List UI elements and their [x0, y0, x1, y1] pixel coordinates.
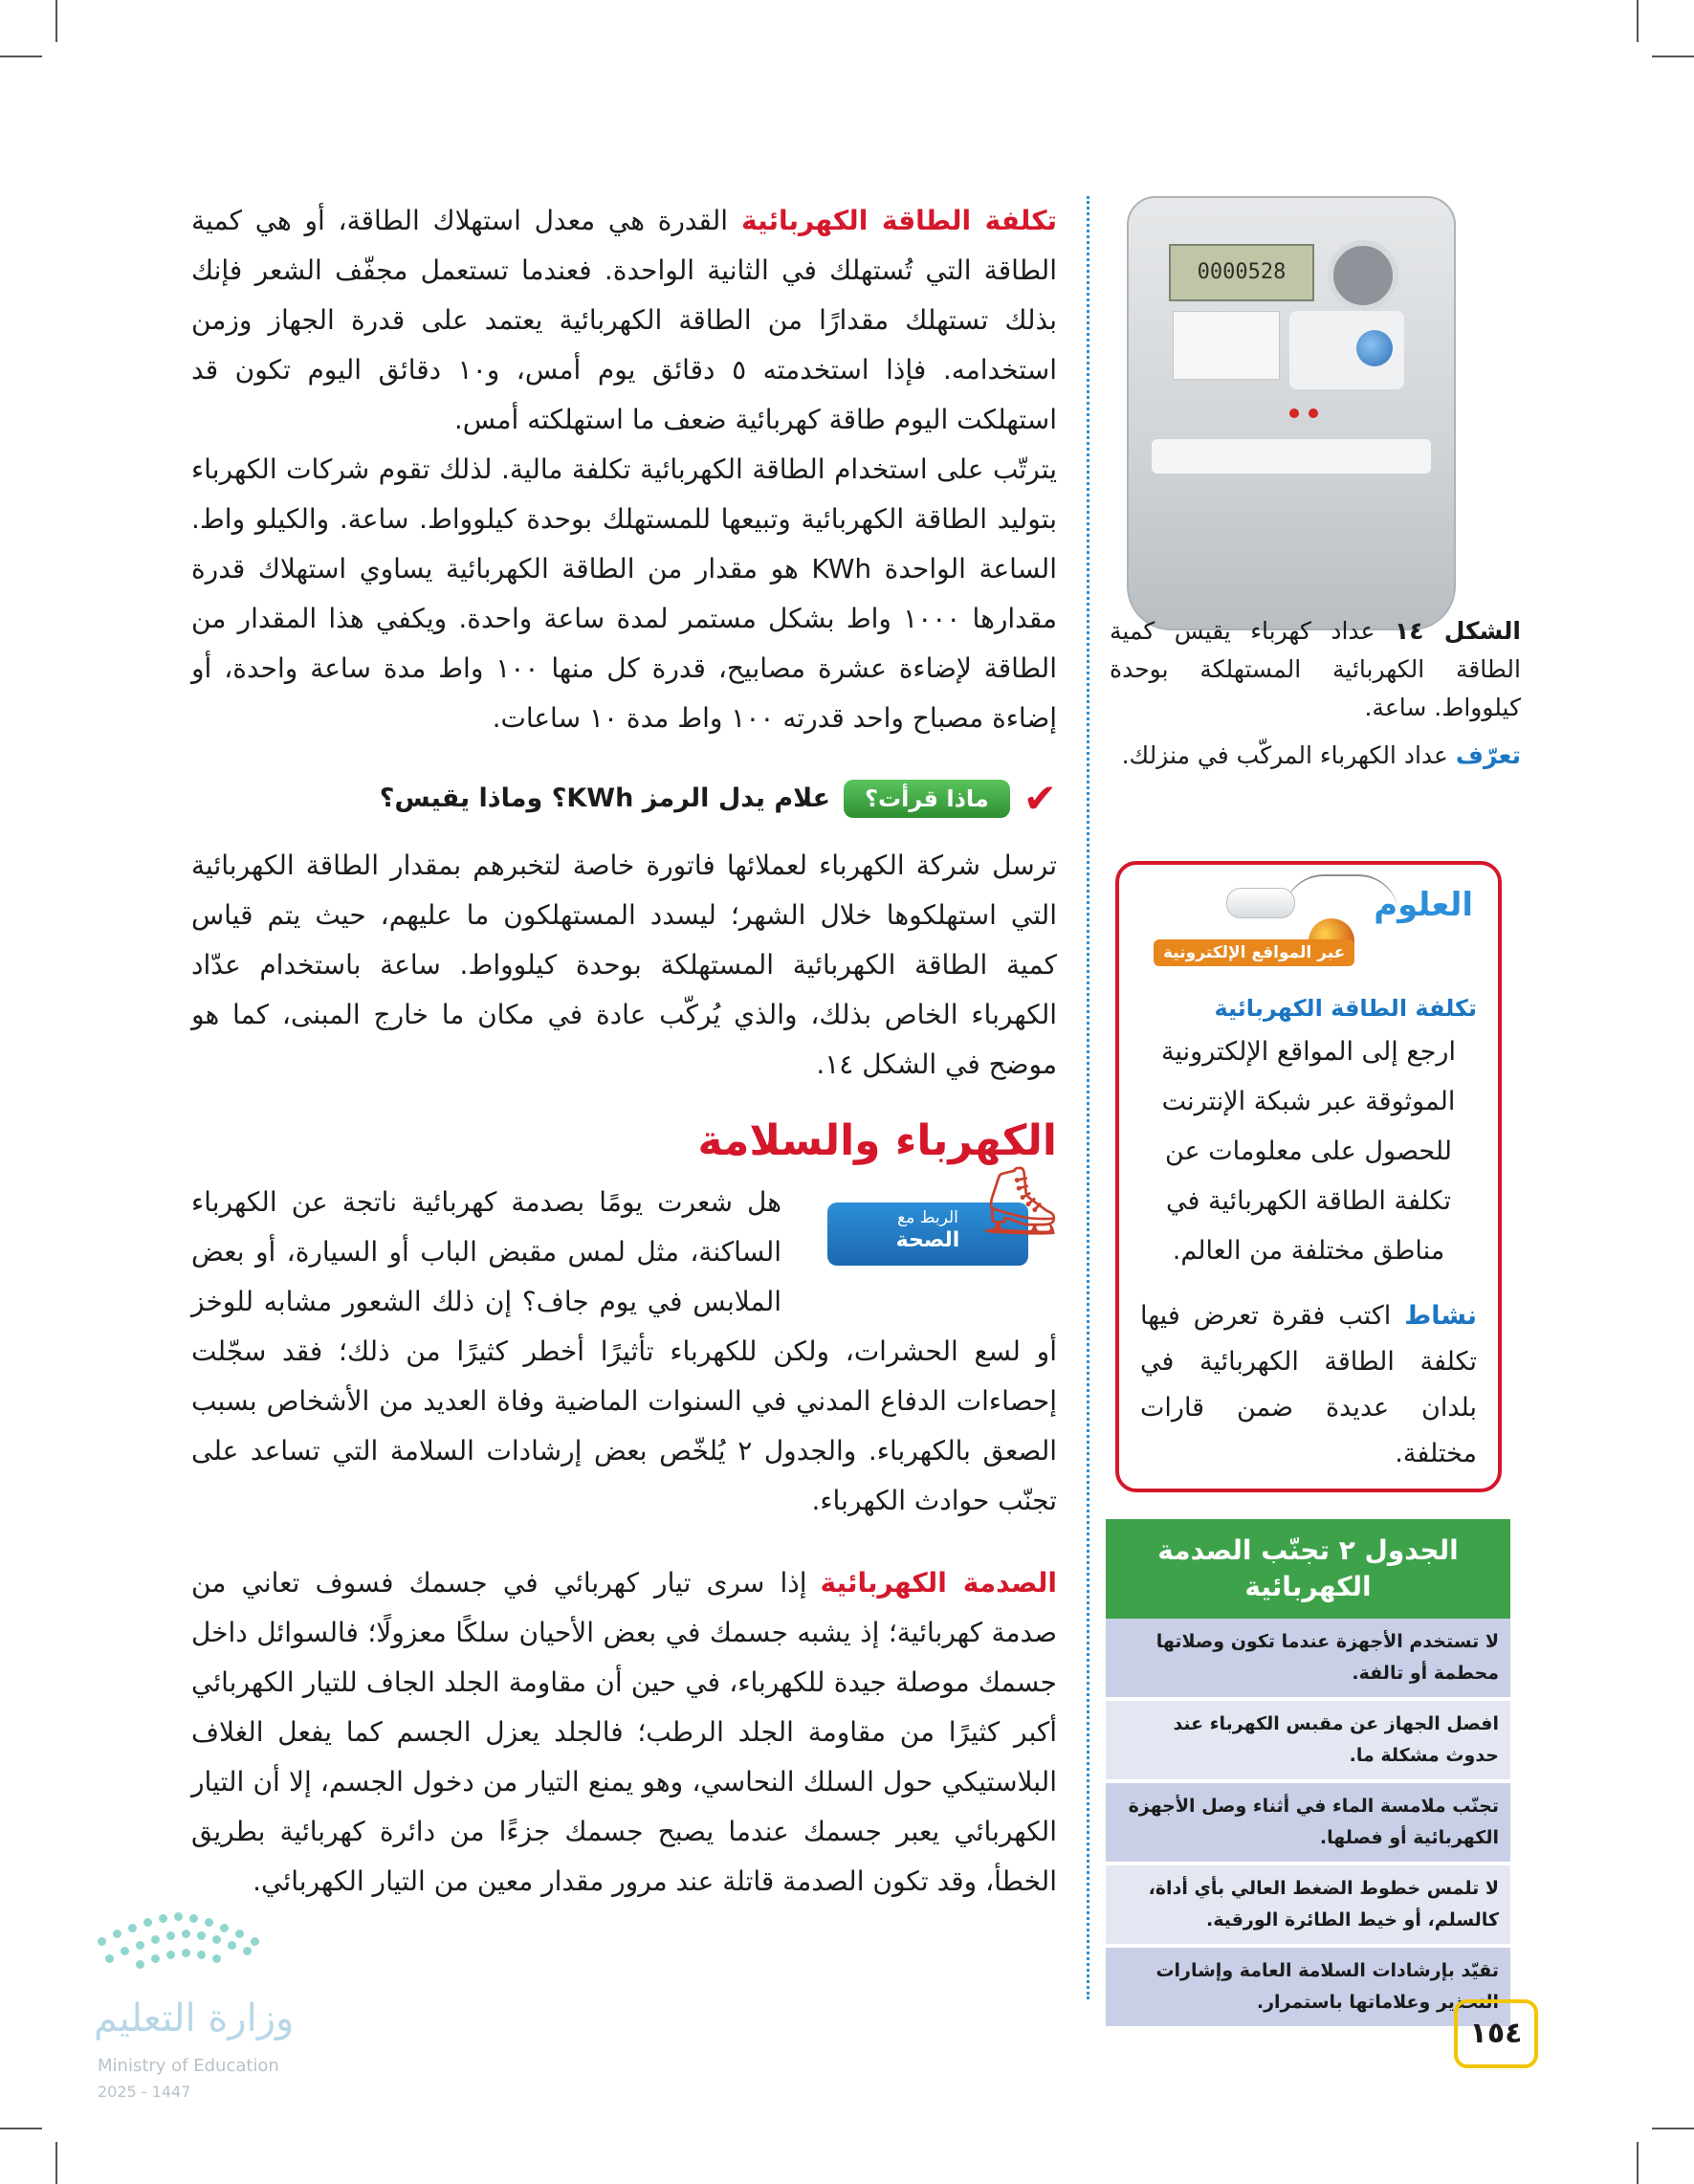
figure-description: عداد كهرباء يقيس كمية الطاقة الكهربائية المستهلكة بوحدة كيلوواط. ساعة. — [1110, 617, 1521, 721]
know-label: تعرّف — [1455, 741, 1521, 769]
web-activity — [1140, 1293, 1477, 1477]
main-text-column — [191, 196, 1063, 1907]
logo-dots-icon — [98, 1908, 260, 1979]
electricity-meter-image — [1127, 196, 1456, 630]
crop-mark — [55, 0, 57, 42]
web-instructions: ارجع إلى المواقع الإلكترونية الموثوقة عبر شبكة الإنترنت للحصول على معلومات عن تكلفة الطاقة الكهربائية في مناطق مختلفة من العالم. — [1161, 1037, 1456, 1266]
skater-icon: ⛸ — [978, 1161, 1063, 1240]
meter-dial — [1328, 240, 1398, 311]
health-badge-top-text: الربط مع — [897, 1208, 958, 1227]
know-text: عداد الكهرباء المركّب في منزلك. — [1121, 741, 1448, 769]
activity-label: نشاط — [1404, 1301, 1477, 1331]
safety-table-title: الجدول ٢ تجنّب الصدمة الكهربائية — [1106, 1519, 1510, 1619]
meter-blue-button — [1356, 330, 1393, 366]
paragraph-power-text: القدرة هي معدل استهلاك الطاقة، أو هي كمية الطاقة التي تُستهلك في الثانية الواحدة. فعندما تستعمل مجفّف الشعر فإنك بذلك تستهلك مقدارًا من الطاقة الكهربائية يعتمد على قدرة الجهاز وزمن استخدامه. فإذا استخدمته ٥ دقائق يوم أمس، و١٠ دقائق اليوم تكون قد استهلكت اليوم طاقة كهربائية ضعف ما استهلكته أمس. — [191, 205, 1057, 435]
health-badge-bottom-text: الصحة — [895, 1228, 960, 1252]
paragraph-power — [191, 196, 1057, 445]
paragraph-electric-shock-text: إذا سرى تيار كهربائي في جسمك فسوف تعاني من صدمة كهربائية؛ إذ يشبه جسمك في بعض الأحيان سلكًا معزولًا؛ فالسوائل داخل جسمك موصلة جيدة للكهرباء، في حين أن مقاومة الجلد الجاف للتيار الكهربائي أكبر كثيرًا من مقاومة الجلد الرطب؛ فالجلد يعزل الجسم كما يفعل الغلاف البلاستيكي حول السلك النحاسي، وهو يمنع التيار من دخول الجسم، إلا أن التيار الكهربائي يعبر جسمك عندما يصبح جسمك جزءًا من دائرة كهربائية بطريق الخطأ، وقد تكون الصدمة قاتلة عند مرور مقدار معين من التيار الكهربائي. — [191, 1567, 1057, 1897]
checkmark-icon: ✔ — [1023, 775, 1057, 822]
figure-caption-text — [1110, 612, 1521, 727]
safety-table — [1106, 1519, 1510, 2030]
crop-mark — [1637, 2142, 1639, 2184]
table-row: تقيّد بإرشادات السلامة العامة وإشارات التحذير وعلاماتها باستمرار. — [1106, 1946, 1510, 2028]
reading-check-badge: ماذا قرأت؟ — [844, 780, 1010, 818]
meter-led — [1289, 408, 1299, 418]
activity-text: اكتب فقرة تعرض فيها تكلفة الطاقة الكهربائية في بلدان عديدة ضمن قارات مختلفة. — [1140, 1301, 1477, 1468]
section-title-safety: الكهرباء والسلامة — [697, 1116, 1057, 1165]
science-online-box — [1115, 861, 1502, 1492]
table-row: افصل الجهاز عن مقبس الكهرباء عند حدوث مشكلة ما. — [1106, 1699, 1510, 1781]
paragraph-kwh: يترتّب على استخدام الطاقة الكهربائية تكلفة مالية. لذلك تقوم شركات الكهرباء بتوليد الطاقة الكهربائية وتبيعها للمستهلك بوحدة كيلوواط. ساعة. والكيلو واط. الساعة الواحدة KWh هو مقدار من الطاقة الكهربائية يساوي استهلاك قدرة مقدارها ١٠٠٠ واط بشكل مستمر لمدة ساعة واحدة. ويكفي هذا المقدار من الطاقة لإضاءة عشرة مصابيح، قدرة كل منها ١٠٠ واط مدة ساعة واحدة، أو إضاءة مصباح واحد قدرته ١٠٠ واط مدة ١٠ ساعات. — [191, 453, 1057, 734]
keyword-energy-cost: تكلفة الطاقة الكهربائية — [741, 205, 1057, 236]
ministry-year: 2025 - 1447 — [98, 2083, 191, 2101]
meter-display: 0000528 — [1169, 244, 1314, 301]
health-connection-badge — [799, 1161, 1063, 1287]
reading-check-question: علام يدل الرمز KWh؟ وماذا يقيس؟ — [379, 783, 831, 813]
crop-mark — [0, 2128, 42, 2129]
page-number: ١٥٤ — [1454, 1999, 1538, 2068]
table-row: تجنّب ملامسة الماء في أثناء وصل الأجهزة الكهربائية أو فصلها. — [1106, 1781, 1510, 1864]
table-row: لا تلمس خطوط الضغط العالي بأي أداة، كالسلم، أو خيط الطائرة الورقية. — [1106, 1864, 1510, 1946]
web-topic: تكلفة الطاقة الكهربائية — [1214, 995, 1477, 1022]
figure-label: الشكل ١٤ — [1394, 617, 1521, 645]
mouse-icon — [1226, 888, 1295, 918]
ministry-name-arabic: وزارة التعليم — [94, 1996, 295, 2041]
crop-mark — [1652, 55, 1694, 57]
figure-caption — [1110, 612, 1521, 775]
figure-know — [1110, 737, 1521, 775]
paragraph-static-shock: هل شعرت يومًا بصدمة كهربائية ناتجة عن الكهرباء الساكنة، مثل لمس مقبض الباب أو السيارة، أو بعض الملابس في يوم جاف؟ إن ذلك الشعور مشابه للوخز أو لسع الحشرات، ولكن للكهرباء تأثيرًا أخطر كثيرًا من ذلك؛ فقد سجّلت إحصاءات الدفاع المدني في السنوات الماضية وفاة العديد من الأشخاص بسبب الصعق بالكهرباء. والجدول ٢ يُلخّص بعض إرشادات السلامة التي تساعد على تجنّب حوادث الكهرباء. — [191, 1186, 1058, 1516]
paragraph-electric-shock — [191, 1558, 1057, 1907]
ministry-logo — [92, 1908, 312, 2119]
crop-mark — [0, 55, 42, 57]
ministry-name-english: Ministry of Education — [98, 2056, 279, 2076]
meter-led — [1309, 408, 1318, 418]
paragraph-bill: ترسل شركة الكهرباء لعملائها فاتورة خاصة لتخبرهم بمقدار الطاقة الكهربائية التي استهلكوها خلال الشهر؛ ليسدد المستهلكون ما عليهم، حيث يتم قياس كمية الطاقة الكهربائية المستهلكة بوحدة كيلوواط. ساعة باستخدام عدّاد الكهرباء الخاص بذلك، والذي يُركّب عادة في مكان ما خارج المبنى، كما هو موضح في الشكل ١٤. — [191, 849, 1057, 1080]
keyword-electric-shock: الصدمة الكهربائية — [820, 1567, 1057, 1599]
crop-mark — [1637, 0, 1639, 42]
table-row: لا تستخدم الأجهزة عندما تكون وصلاتها محطمة أو تالفة. — [1106, 1619, 1510, 1699]
column-divider — [1087, 196, 1089, 1999]
crop-mark — [55, 2142, 57, 2184]
crop-mark — [1652, 2128, 1694, 2129]
science-online-header — [1140, 865, 1477, 970]
reading-check — [191, 774, 1057, 824]
science-online-subtitle: عبر المواقع الإلكترونية — [1154, 939, 1354, 966]
meter-label-plate — [1173, 311, 1280, 380]
science-online-title: العلوم — [1374, 886, 1473, 924]
meter-cover-band — [1152, 439, 1431, 474]
